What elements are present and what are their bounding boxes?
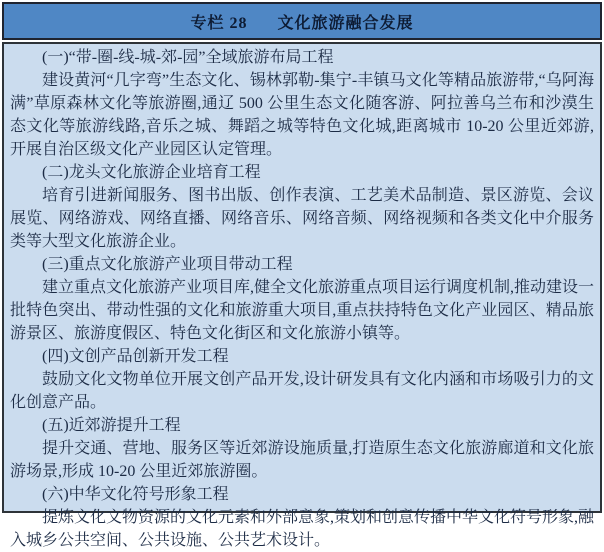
section-heading: (六)中华文化符号形象工程 [42, 486, 229, 503]
section-heading: (二)龙头文化旅游企业培育工程 [42, 164, 261, 181]
section [10, 483, 594, 552]
feature-box-header [2, 2, 602, 40]
feature-box-title: 文化旅游融合发展 [277, 14, 414, 32]
section-heading: (四)文创产品创新开发工程 [42, 348, 229, 365]
section [10, 253, 594, 345]
feature-box [2, 2, 602, 549]
section-body: 提升交通、营地、服务区等近郊游设施质量,打造原生态文化旅游廊道和文化旅游场景,形成 10-20 公里近郊旅游圈。 [10, 440, 594, 480]
section [10, 161, 594, 253]
section [10, 345, 594, 414]
section-body: 鼓励文化文物单位开展文创产品开发,设计研发具有文化内涵和市场吸引力的文化创意产品。 [10, 371, 594, 411]
section-body: 建立重点文化旅游产业项目库,健全文化旅游重点项目运行调度机制,推动建设一批特色突出、带动性强的文化和旅游重大项目,重点扶持特色文化产业园区、精品旅游景区、旅游度假区、特色文化街区和文化旅游小镇等。 [10, 279, 595, 342]
section [10, 46, 594, 161]
feature-box-number: 专栏 28 [190, 14, 248, 32]
section-heading: (三)重点文化旅游产业项目带动工程 [42, 256, 293, 273]
section-heading: (一)“带-圈-线-城-郊-园”全域旅游布局工程 [42, 49, 334, 66]
section-body: 提炼文化文物资源的文化元素和外部意象,策划和创意传播中华文化符号形象,融入城乡公共空间、公共设施、公共艺术设计。 [10, 509, 595, 549]
section-body: 培育引进新闻服务、图书出版、创作表演、工艺美术品制造、景区游览、会议展览、网络游戏、网络直播、网络音乐、网络音频、网络视频和各类文化中介服务类等大型文化旅游企业。 [10, 187, 594, 250]
section-body: 建设黄河“几字弯”生态文化、锡林郭勒-集宁-丰镇马文化等精品旅游带,“乌阿海满”草原森林文化等旅游圈,通辽 500 公里生态文化随客游、阿拉善乌兰布和沙漠生态文化等旅游线路,音乐之城、舞蹈之城等特色文化城,距离城市 10-20 公里近郊游,开展自治区级文化产业园区认定管理。 [10, 72, 594, 158]
section [10, 414, 594, 483]
section-heading: (五)近郊游提升工程 [42, 417, 181, 434]
feature-box-body [2, 42, 602, 549]
